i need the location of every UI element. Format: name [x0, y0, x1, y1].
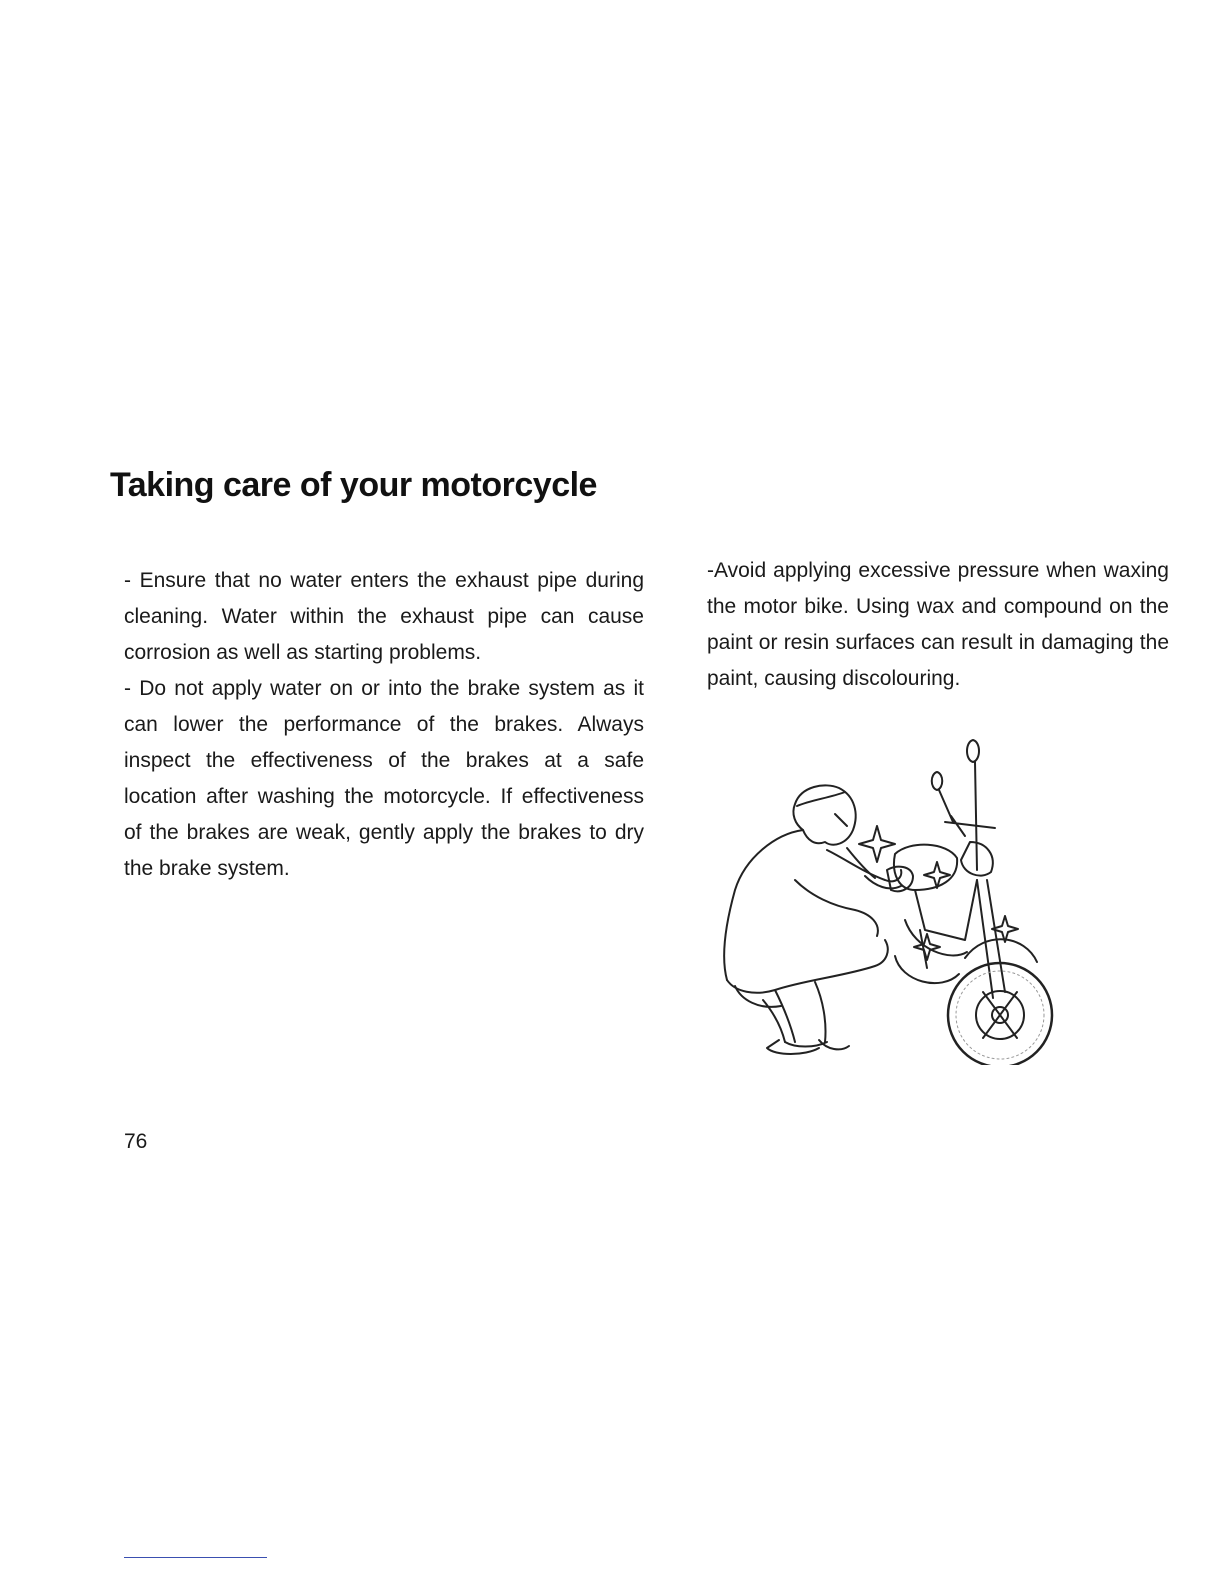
- paragraph-exhaust-pipe: - Ensure that no water enters the exhaust pipe during cleaning. Water within the exhaust pipe can cause corrosion as well as starting problems.: [124, 569, 644, 664]
- sparkle-icon: [859, 826, 895, 862]
- right-column: [707, 553, 1169, 697]
- footer-rule: [124, 1557, 267, 1558]
- page-number: 76: [124, 1130, 148, 1153]
- paragraph-waxing: -Avoid applying excessive pressure when waxing the motor bike. Using wax and compound on the paint or resin surfaces can result in damaging the paint, causing discolouring.: [707, 559, 1169, 690]
- page-title: Taking care of your motorcycle: [110, 466, 597, 504]
- person-waxing-motorcycle-illustration: [715, 730, 1060, 1065]
- sparkle-icon: [924, 862, 950, 888]
- left-mirror-icon: [932, 772, 943, 790]
- right-mirror-icon: [967, 740, 979, 762]
- paragraph-brake-system: - Do not apply water on or into the brake system as it can lower the performance of the brakes. Always inspect the effectiveness of the brakes at a safe location after washing the motorcycle. If effectiveness of the brakes are weak, gently apply the brakes to dry the brake system.: [124, 677, 644, 880]
- left-column: [124, 563, 644, 887]
